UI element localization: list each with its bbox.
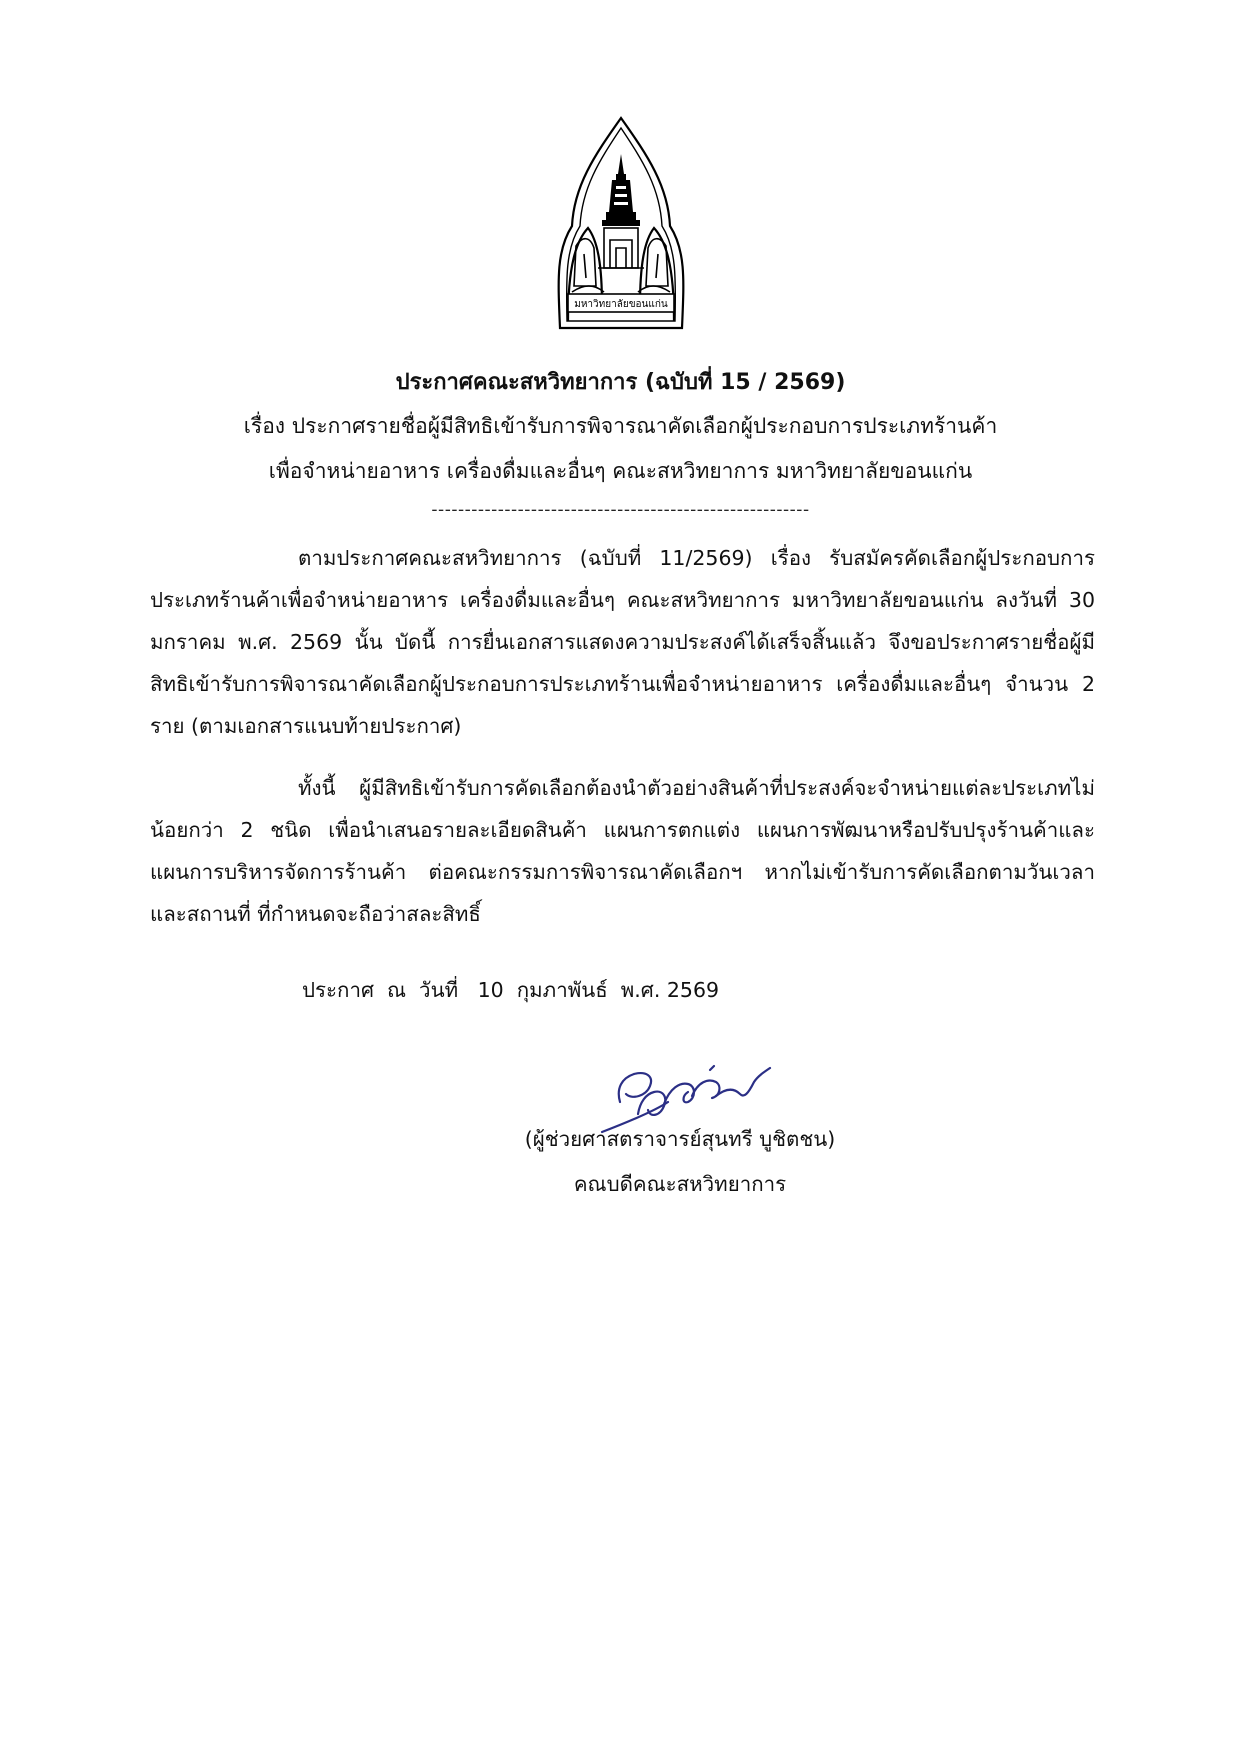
seal-caption: มหาวิทยาลัยขอนแก่น — [574, 299, 668, 310]
signatory-position: คณบดีคณะสหวิทยาการ — [573, 1172, 787, 1196]
subject-line-2: เพื่อจำหน่ายอาหาร เครื่องดื่มและอื่นๆ คณะสหวิทยาการ มหาวิทยาลัยขอนแก่น — [268, 459, 973, 483]
paragraph-2-text: ทั้งนี้ ผู้มีสิทธิเข้ารับการคัดเลือกต้องนำตัวอย่างสินค้าที่ประสงค์จะจำหน่ายแต่ละประเภทไม่น้อยกว่า 2 ชนิด เพื่อนำเสนอรายละเอียดสินค้า แผนการตกแต่ง แผนการพัฒนาหรือปรับปรุงร้านค้าและแผนการบริหารจัดการร้านค้า ต่อคณะกรรมการพิจารณาคัดเลือกฯ หากไม่เข้ารับการคัดเลือกตามวันเวลา และสถานที่ ที่กำหนดจะถือว่าสละสิทธิ์ — [150, 776, 1095, 926]
university-seal-logo — [554, 116, 688, 330]
paragraph-1-text: ตามประกาศคณะสหวิทยาการ (ฉบับที่ 11/2569) เรื่อง รับสมัครคัดเลือกผู้ประกอบการประเภทร้านค้าเพื่อจำหน่ายอาหาร เครื่องดื่มและอื่นๆ คณะสหวิทยาการ มหาวิทยาลัยขอนแก่น ลงวันที่ 30 มกราคม พ.ศ. 2569 นั้น บัดนี้ การยื่นเอกสารแสดงความประสงค์ได้เสร็จสิ้นแล้ว จึงขอประกาศรายชื่อผู้มีสิทธิเข้ารับการพิจารณาคัดเลือกผู้ประกอบการประเภทร้านเพื่อจำหน่ายอาหาร เครื่องดื่มและอื่นๆ จำนวน 2 ราย (ตามเอกสารแนบท้ายประกาศ) — [150, 546, 1095, 738]
signatory-name: (ผู้ช่วยศาสตราจารย์สุนทรี บูชิตชน) — [524, 1127, 836, 1151]
announcement-title: ประกาศคณะสหวิทยาการ (ฉบับที่ 15 / 2569) — [395, 370, 846, 395]
body-paragraph-1 — [150, 537, 1095, 747]
body-paragraph-2 — [150, 767, 1095, 935]
announcement-date: ประกาศ ณ วันที่ 10 กุมภาพันธ์ พ.ศ. 2569 — [302, 978, 720, 1002]
divider-line: --------------------------------------------------------- — [431, 500, 810, 520]
subject-line-1: เรื่อง ประกาศรายชื่อผู้มีสิทธิเข้ารับการพิจารณาคัดเลือกผู้ประกอบการประเภทร้านค้า — [243, 414, 998, 438]
